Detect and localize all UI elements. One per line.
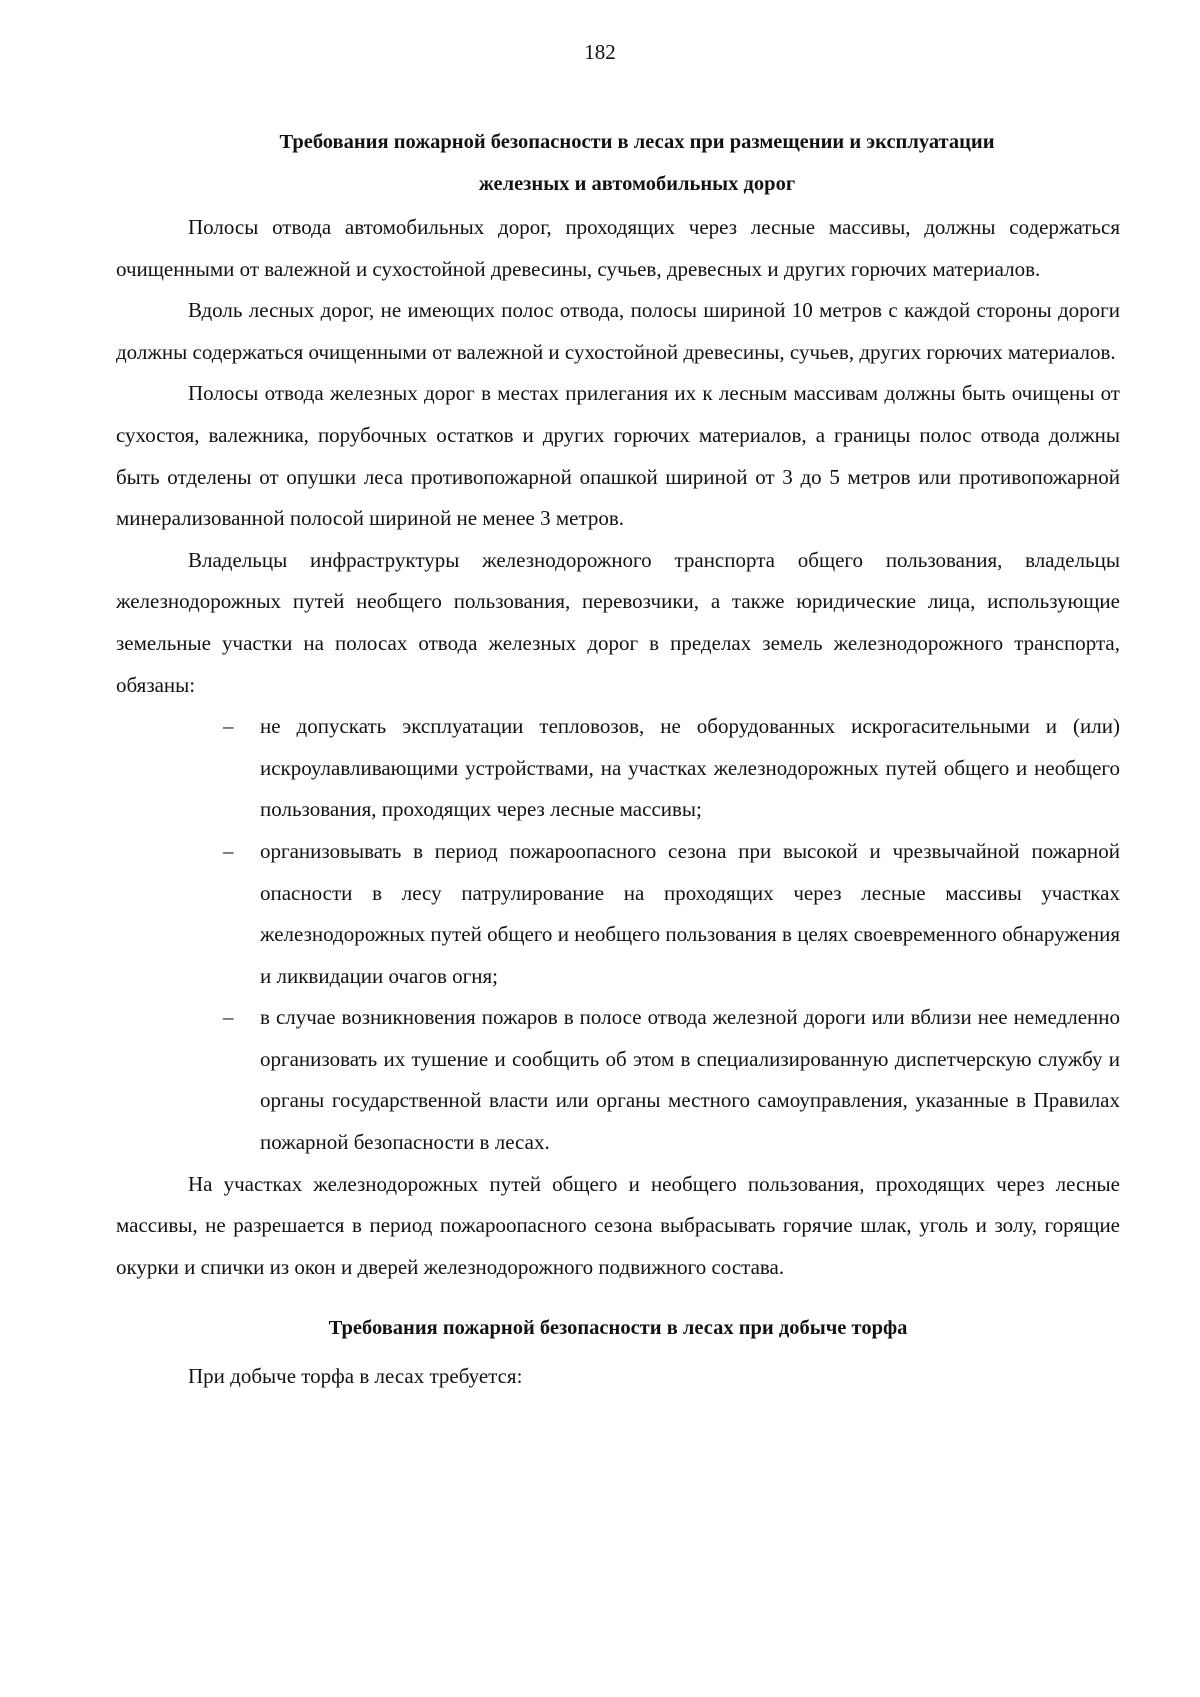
paragraph-railway-strips: Полосы отвода железных дорог в местах прилегания их к лесным массивам должны быть очищены от сухостоя, валежника, порубочных остатков и других горючих материалов, а границы полос отвода должны быть отделены от опушки леса противопожарной опашкой шириной от 3 до 5 метров или противопожарной минерализованной полосой шириной не менее 3 метров. [116,381,1120,531]
section-heading-roads [116,122,1120,205]
paragraph-railway-prohibition: На участках железнодорожных путей общего и необщего пользования, проходящих через лесные массивы, не разрешается в период пожароопасного сезона выбрасывать горячие шлак, уголь и золу, горящие окурки и спички из окон и дверей железнодорожного подвижного состава. [116,1171,1120,1279]
list-item-text: в случае возникновения пожаров в полосе отвода железной дороги или вблизи нее немедленно организовать их тушение и сообщить об этом в специализированную диспетчерскую службу и органы государственной власти или органы местного самоуправления, указанные в Правилах пожарной безопасности в лесах. [260,1005,1120,1155]
paragraph-railway-owners: Владельцы инфраструктуры железнодорожного транспорта общего пользования, владельцы железнодорожных путей необщего пользования, перевозчики, а также юридические лица, использующие земельные участки на полосах отвода железных дорог в пределах земель железнодорожного транспорта, обязаны: [116,547,1120,697]
list-item [223,706,1120,831]
dash-marker: – [223,714,234,739]
obligations-list [116,706,1120,1164]
list-item-text: не допускать эксплуатации тепловозов, не оборудованных искрогасительными и (или) искроулавливающими устройствами, на участках железнодорожных путей общего и необщего пользования, проходящих через лесные массивы; [260,714,1120,822]
list-item-text: организовывать в период пожароопасного сезона при высокой и чрезвычайной пожарной опасности в лесу патрулирование на проходящих через лесные массивы участках железнодорожных путей общего и необщего пользования в целях своевременного обнаружения и ликвидации очагов огня; [260,838,1120,988]
dash-marker: – [223,1005,234,1030]
paragraph-road-strips: Полосы отвода автомобильных дорог, проходящих через лесные массивы, должны содержаться очищенными от валежной и сухостойной древесины, сучьев, древесных и других горючих материалов. [116,215,1120,281]
paragraph-peat-lead: При добыче торфа в лесах требуется: [188,1363,523,1388]
list-item [223,997,1120,1163]
list-item [223,831,1120,997]
section-heading-line-1: Требования пожарной безопасности в лесах при размещении и эксплуатации [279,131,995,153]
dash-marker: – [223,838,234,863]
section-heading-line-2: железных и автомобильных дорог [478,172,796,195]
section-heading-peat: Требования пожарной безопасности в лесах при добыче торфа [328,1317,908,1340]
page-content [116,122,1120,1398]
page-number: 182 [584,40,616,64]
paragraph-forest-roads: Вдоль лесных дорог, не имеющих полос отвода, полосы шириной 10 метров с каждой стороны дороги должны содержаться очищенными от валежной и сухостойной древесины, сучьев, других горючих материалов. [116,298,1120,364]
